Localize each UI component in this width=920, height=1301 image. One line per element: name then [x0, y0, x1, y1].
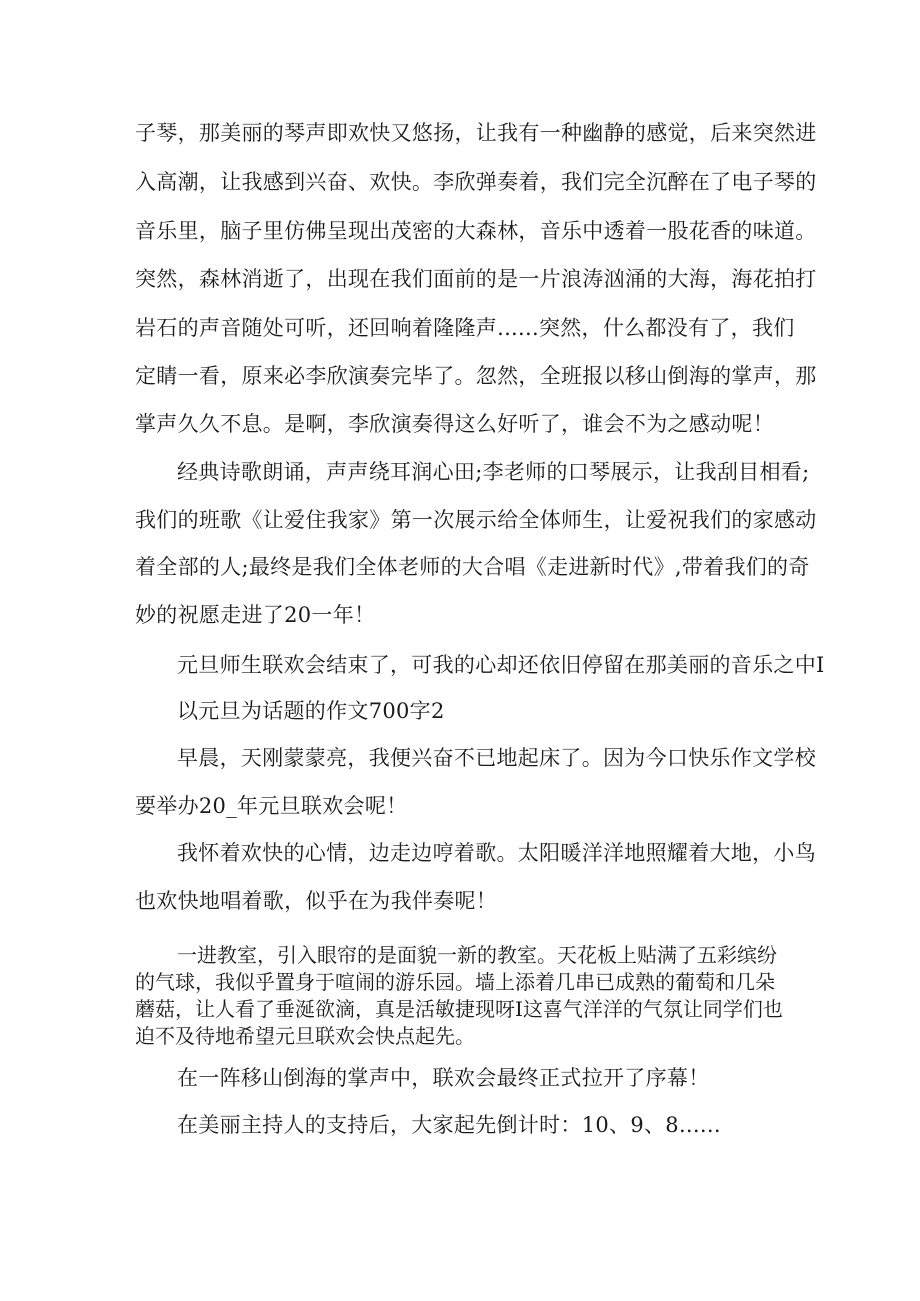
paragraph-5-line-2: 也欢快地唱着歌，似乎在为我伴奏呢！: [135, 889, 498, 913]
paragraph-1-line-4: 突然，森林消逝了，出现在我们面前的是一片浪涛汹涌的大海，海花拍打: [135, 267, 817, 291]
paragraph-1-line-5: 岩石的声音随处可听，还回响着隆隆声......突然，什么都没有了，我们: [135, 316, 795, 340]
paragraph-2-line-4: 妙的祝愿走进了20一年！: [135, 603, 376, 627]
paragraph-6-line-2: 的气球，我似乎置身于喧闹的游乐园。墙上添着几串已成熟的葡萄和几朵: [135, 970, 775, 994]
paragraph-6-line-3: 蘑菇，让人看了垂涎欲滴，真是活敏捷现呀I这喜气洋洋的气氛让同学们也: [135, 997, 783, 1021]
paragraph-1-line-7: 掌声久久不息。是啊，李欣演奏得这么好听了，谁会不为之感动呢！: [135, 412, 774, 436]
paragraph-1-line-2: 入高潮，让我感到兴奋、欢快。李欣弹奏着，我们完全沉醉在了电子琴的: [135, 170, 817, 194]
paragraph-2-line-2: 我们的班歌《让爱住我家》第一次展示给全体师生，让爱祝我们的家感动: [135, 508, 817, 532]
paragraph-2-line-3: 着全部的人;最终是我们全体老师的大合唱《走进新时代》,带着我们的奇: [135, 555, 810, 579]
paragraph-6-line-4: 迫不及待地希望元旦联欢会快点起先。: [135, 1024, 475, 1048]
paragraph-7-line-1: 在一阵移山倒海的掌声中，联欢会最终正式拉开了序幕！: [177, 1066, 710, 1090]
paragraph-5-line-1: 我怀着欢快的心情，边走边哼着歌。太阳暖洋洋地照耀着大地，小鸟: [177, 841, 816, 865]
paragraph-4-line-2: 要举办20_年元旦联欢会呢！: [135, 794, 408, 818]
paragraph-4-line-1: 早晨，天刚蒙蒙亮，我便兴奋不已地起床了。因为今口快乐作文学校: [177, 746, 816, 770]
paragraph-1-line-6: 定睛一看，原来必李欣演奏完毕了。忽然，全班报以移山倒海的掌声，那: [135, 364, 817, 388]
paragraph-6-line-1: 一进教室，引入眼帘的是面貌一新的教室。天花板上贴满了五彩缤纷: [177, 943, 777, 967]
paragraph-1-line-1: 子琴，那美丽的琴声即欢快又悠扬，让我有一种幽静的感觉，后来突然进: [135, 121, 817, 145]
paragraph-2-line-1: 经典诗歌朗诵，声声绕耳润心田;李老师的口琴展示，让我刮目相看;: [177, 460, 810, 484]
paragraph-8-line-1: 在美丽主持人的支持后，大家起先倒计时：10、9、8......: [177, 1113, 721, 1137]
article-heading: 以元旦为话题的作文700字2: [177, 699, 445, 723]
paragraph-3-line-1: 元旦师生联欢会结束了，可我的心却还依旧停留在那美丽的音乐之中I: [177, 653, 825, 677]
paragraph-1-line-3: 音乐里，脑子里仿佛呈现出茂密的大森林，音乐中透着一股花香的味道。: [135, 219, 817, 243]
